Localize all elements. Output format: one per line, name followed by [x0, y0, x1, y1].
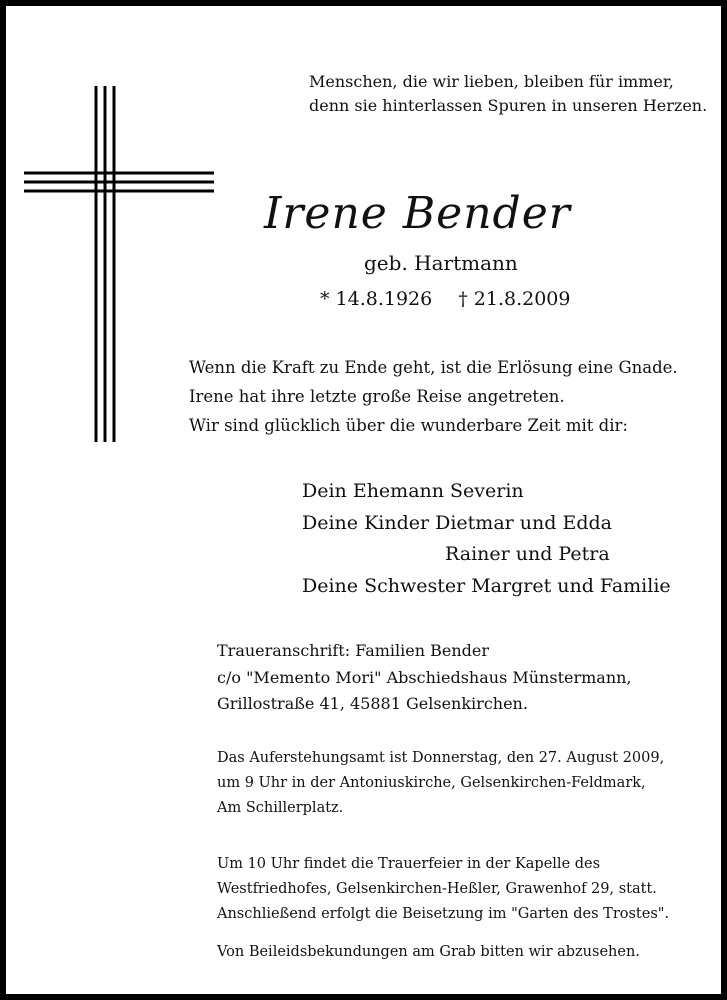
farewell-line: Wenn die Kraft zu Ende geht, ist die Erlösung eine Gnade. [189, 358, 678, 377]
farewell-text [189, 353, 678, 440]
address-line: Grillostraße 41, 45881 Gelsenkirchen. [217, 694, 528, 713]
motto [309, 70, 707, 118]
family-line: Rainer und Petra [445, 543, 610, 565]
family-line: Deine Schwester Margret und Familie [302, 574, 671, 597]
closing-note: Von Beileidsbekundungen am Grab bitten wir abzusehen. [217, 944, 640, 960]
ceremony-line: Westfriedhofes, Gelsenkirchen-Heßler, Grawenhof 29, statt. [217, 881, 657, 897]
ceremony-line: Anschließend erfolgt die Beisetzung im "Garten des Trostes". [217, 906, 670, 922]
family-line: Dein Ehemann Severin [302, 480, 524, 502]
birth-date: * 14.8.1926 [320, 288, 433, 310]
mourning-address [217, 638, 632, 718]
birth-name: geb. Hartmann [364, 251, 518, 275]
family-list [302, 476, 671, 602]
deceased-name: Irene Bender [264, 188, 571, 239]
motto-line: Menschen, die wir lieben, bleiben für immer, [309, 72, 674, 91]
service-line: Am Schillerplatz. [217, 800, 344, 816]
life-dates [320, 286, 571, 312]
family-line: Deine Kinder Dietmar und Edda [302, 511, 612, 534]
motto-line: denn sie hinterlassen Spuren in unseren Herzen. [309, 96, 708, 115]
service-line: um 9 Uhr in der Antoniuskirche, Gelsenkirchen-Feldmark, [217, 775, 646, 791]
service-line: Das Auferstehungsamt ist Donnerstag, den 27. August 2009, [217, 750, 665, 766]
address-line: Traueranschrift: Familien Bender [217, 641, 490, 660]
death-date: † 21.8.2009 [458, 288, 571, 310]
service-info [217, 746, 664, 821]
farewell-line: Irene hat ihre letzte große Reise angetreten. [189, 387, 565, 406]
address-line: c/o "Memento Mori" Abschiedshaus Münstermann, [217, 667, 632, 687]
farewell-line: Wir sind glücklich über die wunderbare Zeit mit dir: [189, 416, 628, 435]
ceremony-line: Um 10 Uhr findet die Trauerfeier in der Kapelle des [217, 856, 601, 872]
ceremony-info [217, 852, 669, 927]
cross-icon [24, 86, 214, 442]
